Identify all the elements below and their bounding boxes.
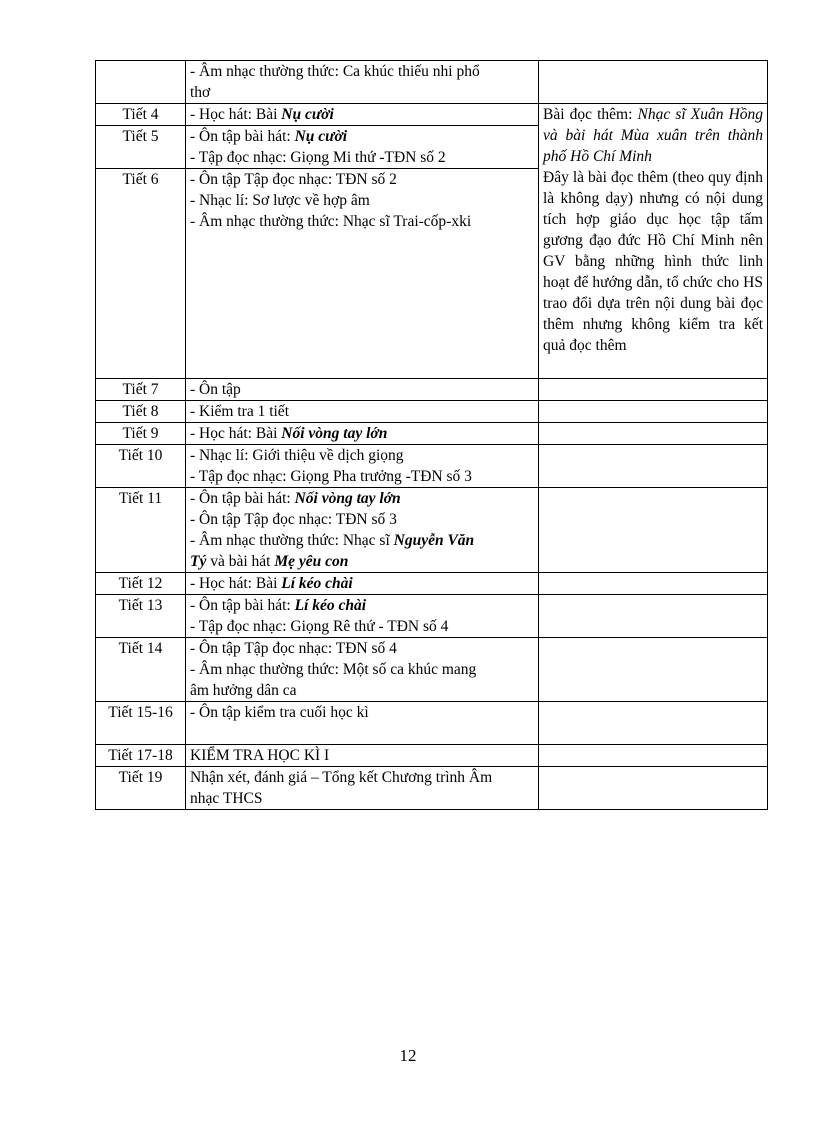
song-title: Lí kéo chài <box>281 575 353 592</box>
content-line <box>190 401 534 422</box>
content-text: - Âm nhạc thường thức: Nhạc sĩ Trai-cốp-xki <box>190 213 472 230</box>
content-cell <box>186 745 539 767</box>
content-line <box>190 211 534 232</box>
content-text: - Âm nhạc thường thức: Một số ca khúc mang <box>190 661 477 678</box>
content-text: - Ôn tập Tập đọc nhạc: TĐN số 4 <box>190 640 397 657</box>
lesson-plan-body <box>96 61 768 810</box>
content-text: - Học hát: Bài <box>190 425 282 442</box>
content-line <box>190 745 534 766</box>
content-text: - Tập đọc nhạc: Giọng Mi thứ -TĐN số 2 <box>190 149 446 166</box>
table-row <box>96 379 768 401</box>
song-title: Nối vòng tay lớn <box>281 425 388 442</box>
song-title: Lí kéo chài <box>294 597 367 614</box>
content-text: - Tập đọc nhạc: Giọng Rê thứ - TĐN số 4 <box>190 618 449 635</box>
content-line <box>190 466 534 487</box>
period-cell: Tiết 13 <box>96 595 186 638</box>
note-cell-empty <box>539 379 768 401</box>
note-cell-empty <box>539 745 768 767</box>
period-cell: Tiết 11 <box>96 488 186 573</box>
note-cell-empty <box>539 638 768 702</box>
note-cell-empty <box>539 702 768 745</box>
content-cell <box>186 702 539 745</box>
content-text: - Học hát: Bài <box>190 106 282 123</box>
content-text: - Kiểm tra 1 tiết <box>190 403 289 420</box>
content-line <box>190 638 534 659</box>
note-cell-empty <box>539 423 768 445</box>
content-line <box>190 573 534 594</box>
content-cell <box>186 379 539 401</box>
content-text: - Ôn tập <box>190 381 241 398</box>
content-text: - Ôn tập bài hát: <box>190 597 295 614</box>
note-cell-empty <box>539 573 768 595</box>
table-row <box>96 423 768 445</box>
content-line <box>190 379 534 400</box>
note-cell-empty <box>539 595 768 638</box>
period-cell: Tiết 4 <box>96 104 186 126</box>
content-cell <box>186 767 539 810</box>
content-cell <box>186 638 539 702</box>
song-title: Nụ cười <box>294 128 348 145</box>
content-cell <box>186 573 539 595</box>
content-line <box>190 767 534 788</box>
content-text: - Ôn tập bài hát: <box>190 128 295 145</box>
note-cell-empty <box>539 445 768 488</box>
content-cell <box>186 401 539 423</box>
note-heading-title: Nhạc sĩ Xuân Hồng và bài hát Mùa xuân trên thành phố Hồ Chí Minh <box>543 106 764 165</box>
content-line <box>190 104 534 125</box>
content-text: Nhận xét, đánh giá – Tổng kết Chương trình Âm <box>190 769 493 786</box>
content-cell <box>186 104 539 126</box>
content-line <box>190 788 534 809</box>
period-cell: Tiết 6 <box>96 169 186 379</box>
content-line <box>190 659 534 680</box>
table-row <box>96 573 768 595</box>
period-cell: Tiết 19 <box>96 767 186 810</box>
content-line <box>190 423 534 444</box>
content-line <box>190 147 534 168</box>
period-cell: Tiết 12 <box>96 573 186 595</box>
period-cell: Tiết 8 <box>96 401 186 423</box>
period-cell: Tiết 9 <box>96 423 186 445</box>
content-line <box>190 680 534 701</box>
content-line <box>190 530 534 551</box>
period-cell: Tiết 5 <box>96 126 186 169</box>
content-text: âm hưởng dân ca <box>190 682 297 699</box>
note-cell-empty <box>539 488 768 573</box>
content-line <box>190 190 534 211</box>
content-line <box>190 82 534 103</box>
content-line <box>190 488 534 509</box>
table-row <box>96 61 768 104</box>
note-cell-empty <box>539 401 768 423</box>
song-title: Mẹ yêu con <box>274 553 349 570</box>
table-row <box>96 595 768 638</box>
note-heading <box>543 104 763 167</box>
content-text: - Nhạc lí: Sơ lược về hợp âm <box>190 192 370 209</box>
song-title: Nụ cười <box>281 106 334 123</box>
period-cell: Tiết 7 <box>96 379 186 401</box>
table-row <box>96 401 768 423</box>
content-text: và bài hát <box>206 553 275 570</box>
content-text: KIỂM TRA HỌC KÌ I <box>190 747 330 764</box>
content-text: - Ôn tập bài hát: <box>190 490 295 507</box>
content-text: - Học hát: Bài <box>190 575 282 592</box>
period-cell: Tiết 15-16 <box>96 702 186 745</box>
note-cell-empty <box>539 767 768 810</box>
period-cell: Tiết 17-18 <box>96 745 186 767</box>
content-line <box>190 61 534 82</box>
content-text: thơ <box>190 84 211 101</box>
content-line <box>190 509 534 530</box>
table-row <box>96 767 768 810</box>
page-number: 12 <box>399 1046 417 1065</box>
content-text: - Tập đọc nhạc: Giọng Pha trưởng -TĐN số 3 <box>190 468 472 485</box>
content-cell <box>186 488 539 573</box>
content-line <box>190 126 534 147</box>
content-cell <box>186 126 539 169</box>
content-text: nhạc THCS <box>190 790 263 807</box>
period-cell: Tiết 14 <box>96 638 186 702</box>
content-text: - Ôn tập Tập đọc nhạc: TĐN số 2 <box>190 171 397 188</box>
content-cell <box>186 595 539 638</box>
table-row <box>96 638 768 702</box>
content-line <box>190 445 534 466</box>
content-cell <box>186 61 539 104</box>
song-title: Tý <box>190 553 207 570</box>
content-text: - Ôn tập kiểm tra cuối học kì <box>190 704 369 721</box>
content-line <box>190 595 534 616</box>
content-line <box>190 616 534 637</box>
table-row <box>96 702 768 745</box>
note-cell-empty <box>539 61 768 104</box>
note-body: Đây là bài đọc thêm (theo quy định là không dạy) nhưng có nội dung tích hợp giáo dục học tập tấm gương đạo đức Hồ Chí Minh nên GV bằng những hình thức linh hoạt để hướng dẫn, tổ chức cho HS trao đổi dựa trên nội dung bài đọc thêm nhưng không kiểm tra kết quả đọc thêm <box>543 169 763 354</box>
table-row <box>96 445 768 488</box>
table-row <box>96 488 768 573</box>
content-text: - Nhạc lí: Giới thiệu về dịch giọng <box>190 447 404 464</box>
content-text: - Ôn tập Tập đọc nhạc: TĐN số 3 <box>190 511 397 528</box>
content-cell <box>186 423 539 445</box>
content-line <box>190 169 534 190</box>
content-cell <box>186 445 539 488</box>
content-line <box>190 702 534 723</box>
content-cell <box>186 169 539 379</box>
content-line <box>190 551 534 572</box>
content-text: - Âm nhạc thường thức: Nhạc sĩ <box>190 532 394 549</box>
content-text: - Âm nhạc thường thức: Ca khúc thiếu nhi phổ <box>190 63 480 80</box>
period-cell <box>96 61 186 104</box>
song-title: Nguyễn Văn <box>393 532 475 549</box>
lesson-plan-table <box>95 60 768 810</box>
table-row <box>96 745 768 767</box>
song-title: Nối vòng tay lớn <box>294 490 401 507</box>
period-cell: Tiết 10 <box>96 445 186 488</box>
note-heading-prefix: Bài đọc thêm: <box>543 106 638 123</box>
note-cell <box>539 104 768 379</box>
table-row <box>96 104 768 126</box>
